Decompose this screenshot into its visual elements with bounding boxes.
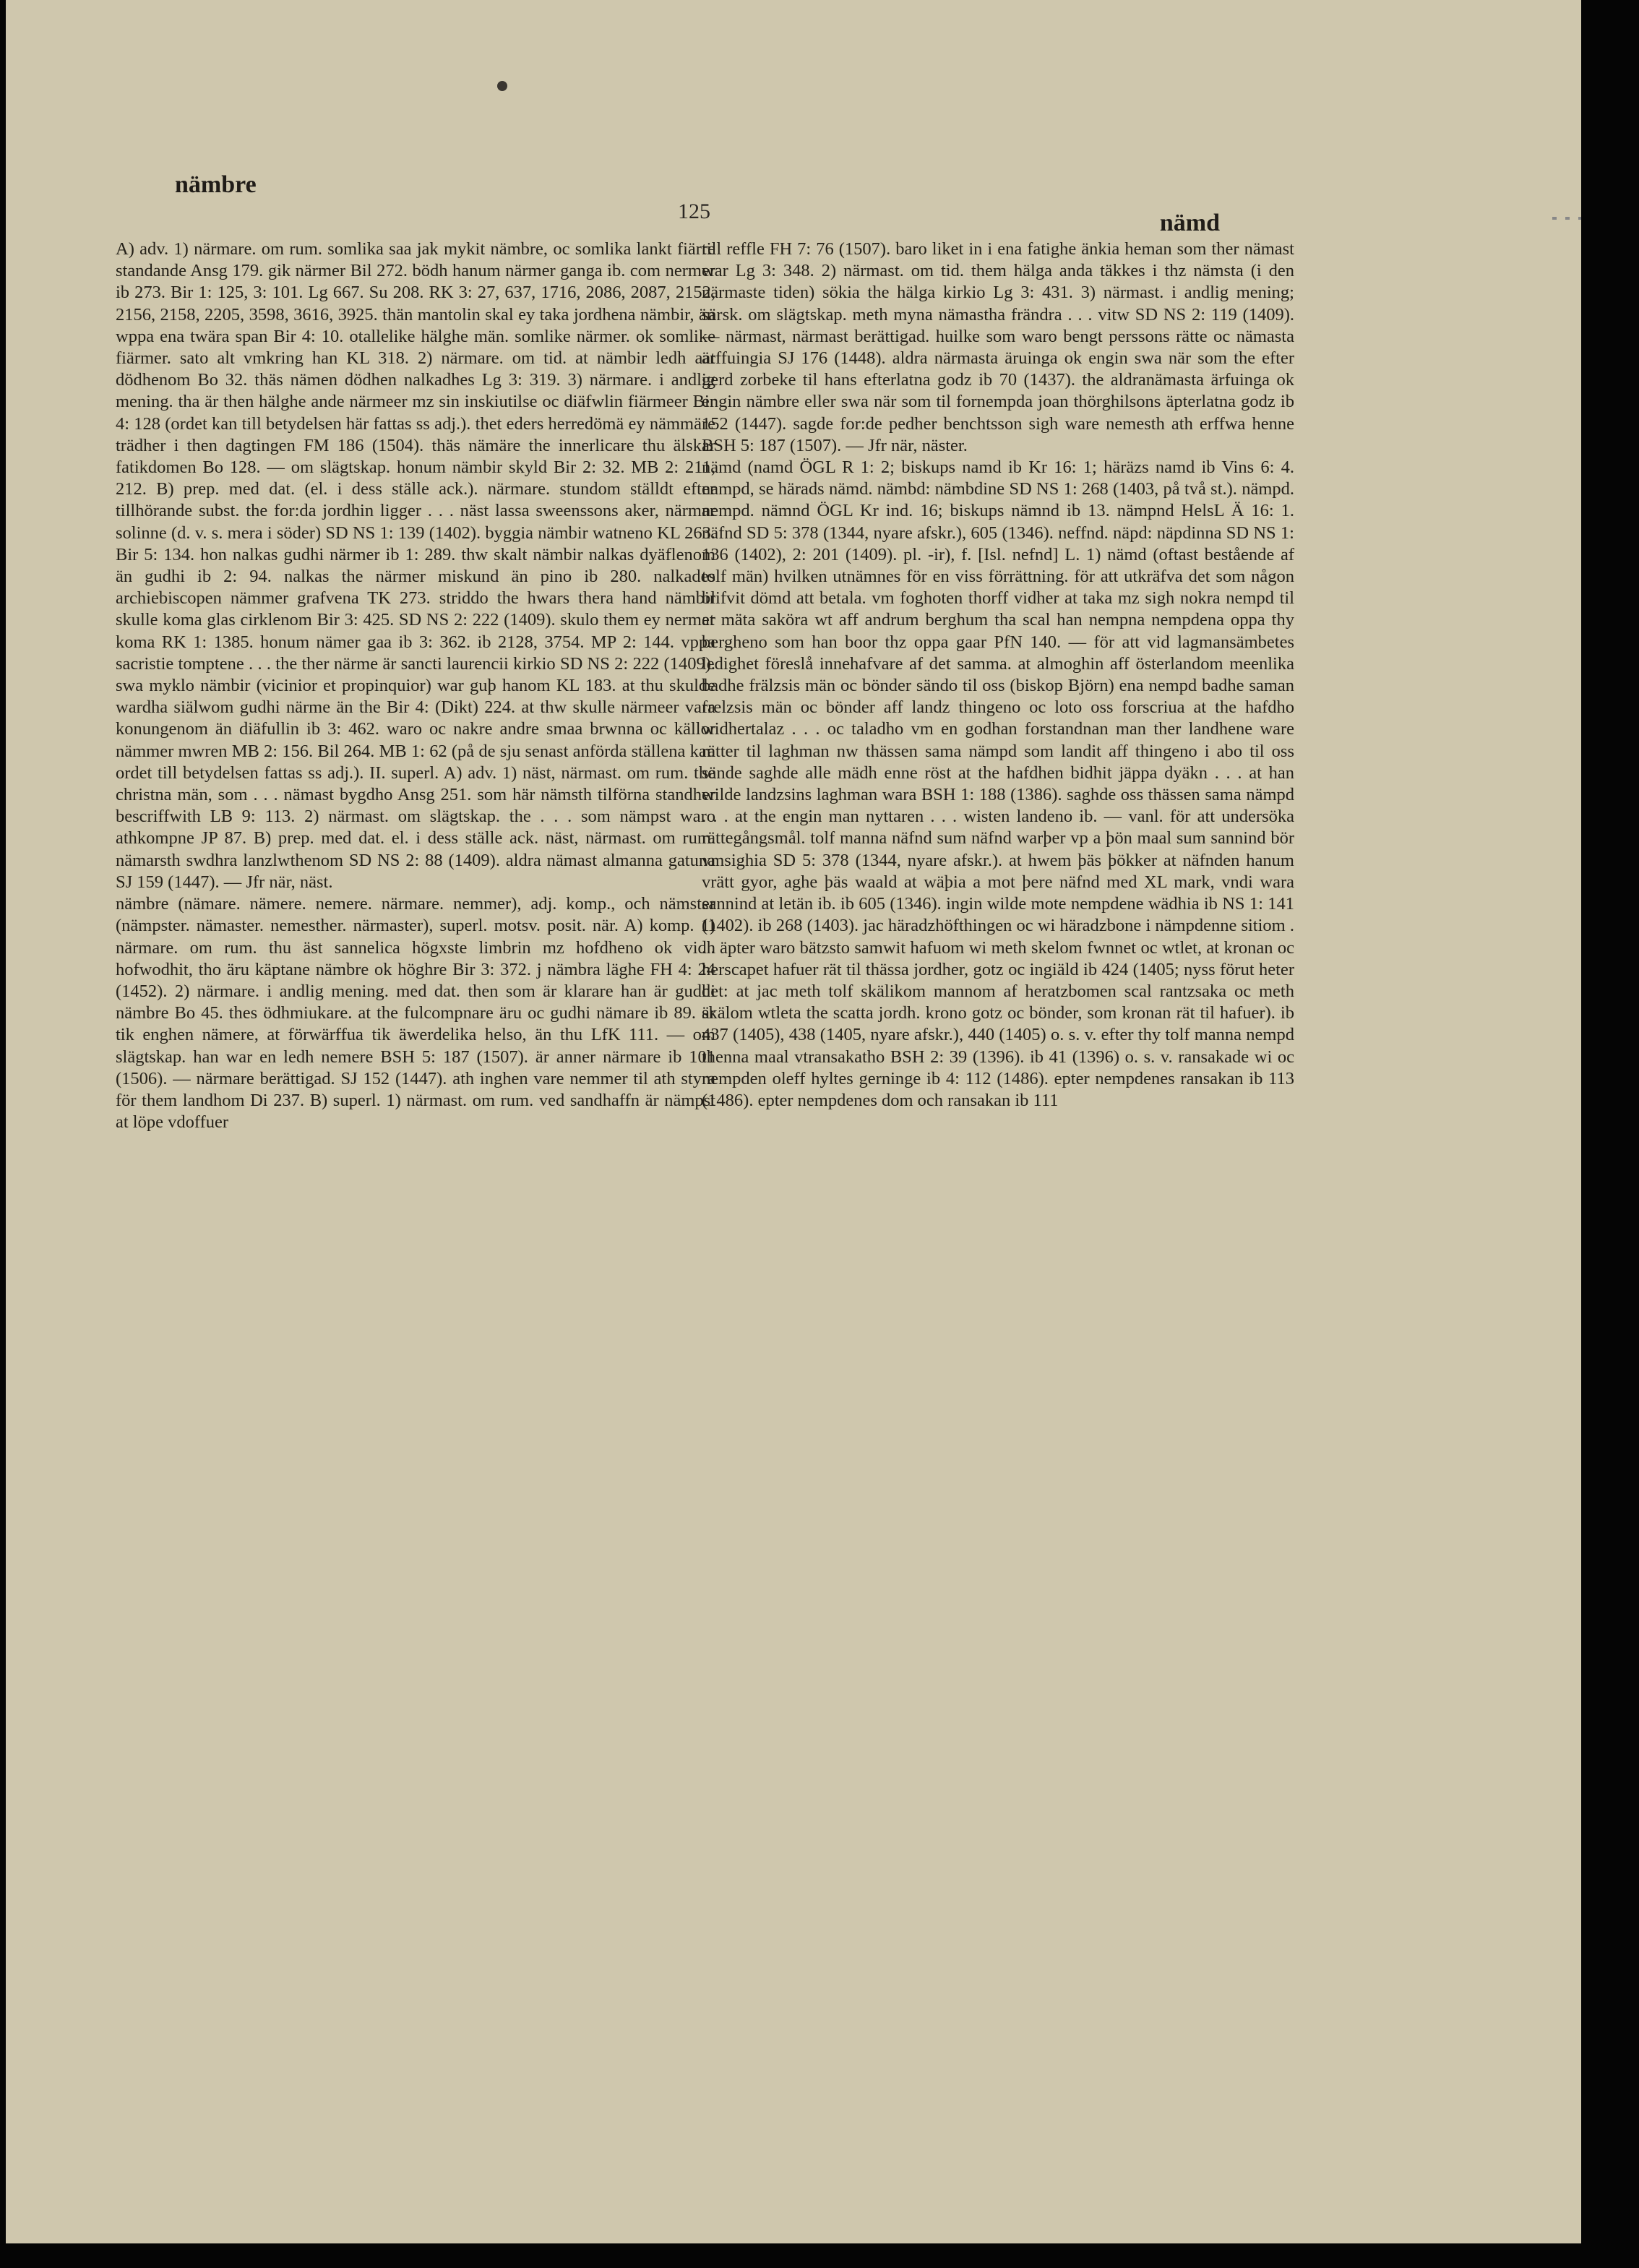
right-column [702, 239, 1294, 1112]
entry-nambre: nämbre (nämare. nämere. nemere. närmare. nemmer), adj. komp., och nämster (nämpster. nämaster. nemesther. närmaster), superl. motsv. posit. när. A) komp. 1) närmare. om rum. thu äst sannelica högxste limbrin mz hofdheno ok vidh hofwodhit, tho äru käptane nämbre ok höghre Bir 3: 372. j nämbra läghe FH 4: 24 (1452). 2) närmare. i andlig mening. med dat. then som är klarare han är gudhi nämbre Bo 45. thes ödhmiukare. at the fulcompnare äru oc gudhi nämare ib 89. är tik enghen nämere, at förwärffua tik äwerdelika helso, än thu LfK 111. — om slägtskap. han war en ledh nemere BSH 5: 187 (1507). är anner närmare ib 101 (1506). — närmare berättigad. SJ 152 (1447). ath inghen vare nemmer til ath styra för them landhom Di 237. B) superl. 1) närmast. om rum. ved sandhaffn är nämpst at löpe vdoffuer [116, 894, 715, 1133]
punch-hole [497, 81, 507, 91]
edge-marks [1552, 217, 1581, 220]
running-head-left: nämbre [175, 171, 257, 198]
entry-continuation: A) adv. 1) närmare. om rum. somlika saa jak mykit nämbre, oc somlika lankt fiärre standande Ansg 179. gik närmer Bil 272. bödh hanum närmer ganga ib. com nermer ib 273. Bir 1: 125, 3: 101. Lg 667. Su 208. RK 3: 27, 637, 1716, 2086, 2087, 2152, 2156, 2158, 2205, 3598, 3616, 3925. thän mantolin skal ey taka jordhena nämbir, än wppa ena twära span Bir 4: 10. otallelike hälghe män. somlike närmer. ok somlike fiärmer. sato alt vmkring han KL 318. 2) närmare. om tid. at nämbir ledh aat dödhenom Bo 32. thäs nämen dödhen nalkadhes Lg 3: 319. 3) närmare. i andlig mening. tha är then hälghe ande närmeer mz sin inskiutilse oc diäfwlin fiärmeer Bir 4: 128 (ordet kan till betydelsen här fattas ss adj.). thet eders herredömä ey nämmäre trädher i then dagtingen FM 186 (1504). thäs nämäre the innerlicare thu älskar fatikdomen Bo 128. — om slägtskap. honum nämbir skyld Bir 2: 32. MB 2: 211, 212. B) prep. med dat. (el. i dess ställe ack.). närmare. stundom ställdt efter tillhörande subst. the for:da jordhin ligger . . . näst lassa sweenssons aker, närmar solinne (d. v. s. mera i söder) SD NS 1: 139 (1402). byggia nämbir watneno KL 263. Bir 5: 134. hon nalkas gudhi närmer ib 1: 289. thw skalt nämbir nalkas dyäflenom än gudhi ib 2: 94. nalkas the närmer miskund än pino ib 280. nalkades archiebiscopen nämmer grafvena TK 273. striddo the hwars thera hand nämbir skulle koma glas cirklenom Bir 3: 425. SD NS 2: 222 (1409). skulo them ey nermer koma RK 1: 1385. honum nämer gaa ib 3: 362. ib 2128, 3754. MP 2: 144. vppa sacristie tomptene . . . the ther närme är sancti laurencii kirkio SD NS 2: 222 (1409). swa myklo nämbir (vicinior et propinquior) war guþ hanom KL 183. at thu skulde wardha siälwom gudhi närme än the Bir 4: (Dikt) 224. at thw skulle närmeer vara konungenom än diäfullin ib 3: 462. waro oc nakre andre smaa brwnna oc källor nämmer mwren MB 2: 156. Bil 264. MB 1: 62 (på de sju senast anförda ställena kan ordet till betydelsen fattas ss adj.). II. superl. A) adv. 1) näst, närmast. om rum. the christna män, som . . . nämast bygdho Ansg 251. som här nämsth tilförna standher bescriffwith LB 9: 113. 2) närmast. om slägtskap. the . . . som nämpst waro athkompne JP 87. B) prep. med dat. el. i dess ställe ack. näst, närmast. om rum. nämarsth swdhra lanzlwthenom SD NS 2: 88 (1409). aldra nämast almanna gatuna SJ 159 (1447). — Jfr när, näst. [116, 239, 715, 892]
left-column [116, 239, 715, 1133]
entry-continuation: till reffle FH 7: 76 (1507). baro liket in i ena fatighe änkia heman som ther nämast war Lg 3: 348. 2) närmast. om tid. them hälga anda täkkes i thz nämsta (i den närmaste tiden) sökia the hälga kirkio Lg 3: 431. 3) närmast. i andlig mening; särsk. om slägtskap. meth myna nämastha frändra . . . vitw SD NS 2: 119 (1409). — närmast, närmast berättigad. huilke som waro bengt perssons rätte oc nämasta ärffuingia SJ 176 (1448). aldra närmasta äruinga ok engin swa när som the efter gerd zorbeke til hans efterlatna godz ib 70 (1437). the aldranämasta ärfuinga ok engin nämbre eller swa när som til fornempda joan thörghilsons äpterlatna godz ib 152 (1447). sagde for:de pedher benchtsson sigh ware nemesth ath erffwa henne BSH 5: 187 (1507). — Jfr när, näster. [702, 239, 1294, 455]
page-number: 125 [678, 199, 710, 223]
running-head-right: nämd [1159, 210, 1220, 236]
entry-namd: nämd (namd ÖGL R 1: 2; biskups namd ib Kr 16: 1; häräzs namd ib Vins 6: 4. nampd, se härads nämd. nämbd: nämbdine SD NS 1: 268 (1403, på två st.). nämpd. nempd. nämnd ÖGL Kr ind. 16; biskups nämnd ib 13. nämpnd HelsL Ä 16: 1. näfnd SD 5: 378 (1344, nyare afskr.), 605 (1346). neffnd. näpd: näpdinna SD NS 1: 136 (1402), 2: 201 (1409). pl. -ir), f. [Isl. nefnd] L. 1) nämd (oftast bestående af tolf män) hvilken utnämnes för en viss förrättning. för att utkräfva det som någon blifvit dömd att betala. vm foghoten thorff vidher at taka mz sigh nokra nempd til at mäta saköra wt aff andrum berghum tha scal han nempna nempdena oppa thy bergheno som han boor thz oppa gaar PfN 140. — för att vid lagmansämbetes ledighet föreslå innehafvare af det samma. at almoghin aff österlandom meenlika badhe frälzsis män oc bönder sändo til oss (biskop Björn) ena nempd badhe saman frelzsis män oc bönder aff landz thingeno oc loto oss forscriua at the hafdho widhertalaz . . . oc taladho vm en godhan forstandnan man ther landhene ware rätter til laghman nw thässen sama nämpd som landit aff thingeno i abo til oss sände saghde alle mädh enne röst at the hafdhen bidhit jäppa dyäkn . . . at han wilde landzsins laghman wara BSH 1: 188 (1386). saghde oss thässen sama nämpd . . . at the engin man nyttaren . . . wisten landeno ib. — vanl. för att undersöka rättegångsmål. tolf manna näfnd sum näfnd warþer vp a þön maal sum sannind bör vmsighia SD 5: 378 (1344, nyare afskr.). at hwem þäs þökker at näfnden hanum vrätt gyor, aghe þäs waald at wäþia a mot þere näfnd med XL mark, vndi wara sannind at letän ib. ib 605 (1346). ingin wilde mote nempdene wädhia ib NS 1: 141 (1402). ib 268 (1403). jac häradzhöfthingen oc wi häradzbone i nämpdenne sitiom . . . äpter waro bätzsto samwit hafuom wi meth skelom fwnnet oc wtlet, at kronan oc herscapet hafuer rät til thässa jordher, gotz oc ingiäld ib 424 (1405; nyss förut heter det: at jac meth tolf skälikom mannom af heratzbomen scal rantzsaka oc meth skälom wtleta the scatta jordh. krono gotz oc bönder, som kronan rät til hafuer). ib 437 (1405), 438 (1405, nyare afskr.), 440 (1405) o. s. v. efter thy tolf manna nempd thenna maal vtransakatho BSH 2: 39 (1396). ib 41 (1396) o. s. v. ransakade wi oc nempden oleff hyltes gerninge ib 4: 112 (1486). epter nempdenes ransakan ib 113 (1486). epter nempdenes dom och ransakan ib 111 [702, 458, 1294, 1110]
scanned-page [6, 0, 1581, 2243]
